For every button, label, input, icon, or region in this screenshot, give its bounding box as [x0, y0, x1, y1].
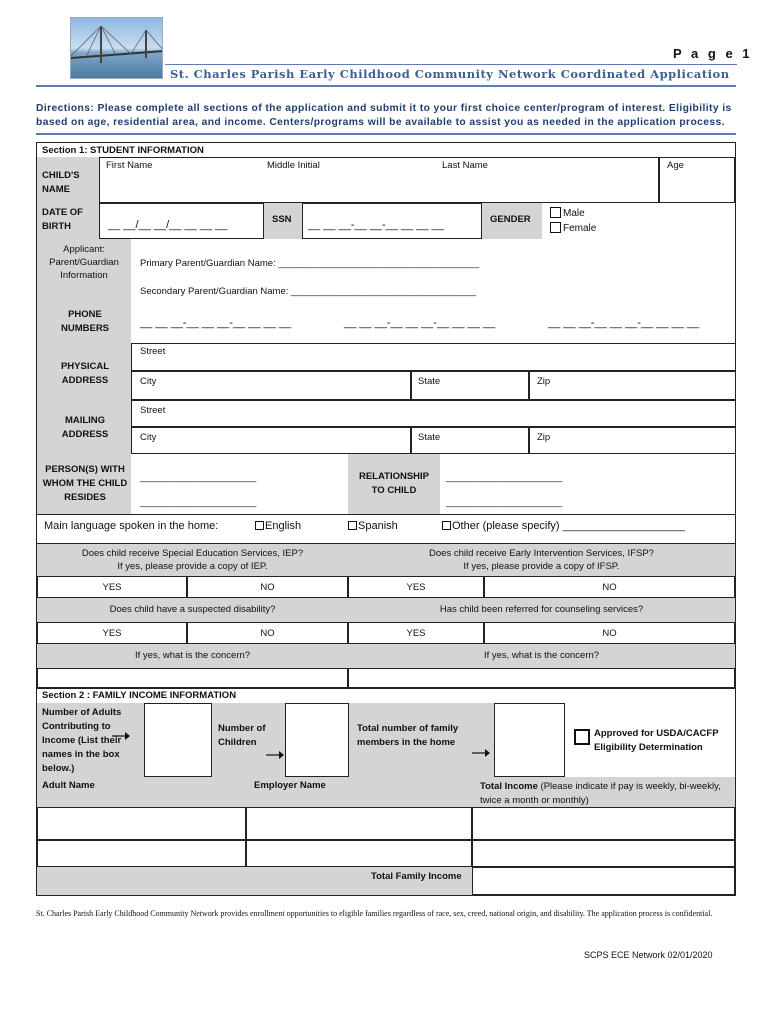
children-count-field[interactable]: [285, 703, 349, 777]
other-option[interactable]: [442, 520, 685, 532]
primary-guardian-field[interactable]: Primary Parent/Guardian Name: ______________________________________: [140, 258, 480, 269]
total-members-field[interactable]: [494, 703, 565, 777]
phone-field-1[interactable]: __ __ __-__ __ __-__ __ __ __: [140, 317, 292, 329]
ifsp-no[interactable]: NO: [484, 576, 735, 598]
mailing-address-label: MAILING ADDRESS: [61, 415, 109, 440]
mailing-zip-field[interactable]: [529, 427, 736, 454]
iep-question: [37, 547, 348, 573]
phone-label: PHONE NUMBERS: [60, 309, 110, 334]
header-rule: [36, 85, 736, 87]
other-checkbox[interactable]: [442, 521, 451, 530]
spanish-option[interactable]: [348, 520, 398, 532]
page-number: P a g e 1: [673, 46, 753, 61]
dob-label: DATE OF BIRTH: [42, 207, 83, 232]
adult-name-header: Adult Name: [42, 780, 95, 791]
physical-street-field[interactable]: [131, 343, 736, 371]
ifsp-question: [348, 547, 735, 573]
disability-question: Does child have a suspected disability?: [109, 604, 276, 615]
applicant-label: Applicant: Parent/Guardian Information: [49, 244, 119, 281]
female-checkbox[interactable]: [550, 222, 561, 233]
mailing-state-label: State: [418, 432, 441, 443]
total-income-label: Total Income: [480, 781, 538, 792]
secondary-guardian-field[interactable]: Secondary Parent/Guardian Name: ___________________________________: [140, 286, 476, 297]
total-income-note: (Please indicate if pay is weekly, bi-weekly, twice a month or monthly): [480, 781, 721, 806]
counseling-concern-field[interactable]: [348, 668, 735, 688]
english-checkbox[interactable]: [255, 521, 264, 530]
relationship-field-1[interactable]: ______________________: [446, 472, 563, 483]
bridge-logo: [70, 17, 163, 79]
age-label: Age: [667, 160, 684, 171]
spanish-checkbox[interactable]: [348, 521, 357, 530]
total-members-label: Total number of family members in the home: [357, 723, 459, 748]
first-name-label: First Name: [106, 160, 153, 171]
employer-field-2[interactable]: [246, 840, 472, 867]
phone-field-3[interactable]: __ __ __-__ __ __-__ __ __ __: [548, 317, 700, 329]
iep-yes[interactable]: YES: [37, 576, 187, 598]
children-label: Number of Children: [218, 723, 266, 748]
childs-name-label: CHILD'S NAME: [42, 170, 80, 195]
disability-no[interactable]: NO: [187, 622, 348, 644]
english-option[interactable]: [255, 520, 301, 532]
ssn-label: SSN: [272, 214, 292, 225]
section1-title: Section 1: STUDENT INFORMATION: [42, 145, 204, 156]
ifsp-yes[interactable]: YES: [348, 576, 484, 598]
ssn-blank: __ __ __-__ __-__ __ __ __: [308, 219, 444, 231]
language-label: Main language spoken in the home:: [44, 520, 219, 532]
male-checkbox[interactable]: [550, 207, 561, 218]
directions-rule: [36, 133, 736, 135]
usda-label: Approved for USDA/CACFP Eligibility Determination: [594, 728, 719, 753]
adult-name-field-1[interactable]: [37, 807, 246, 840]
counseling-question: Has child been referred for counseling services?: [439, 604, 644, 615]
physical-city-label: City: [140, 376, 157, 387]
header-rule-top: [165, 64, 737, 65]
physical-city-field[interactable]: [131, 371, 411, 400]
directions-text: Directions: Please complete all sections of the application and submit it to your first choice center/program of interest. Eligibility is based on age, residential area, and income. Centers/programs will be available to assist you as needed in the application process.: [36, 103, 732, 128]
counseling-yes[interactable]: YES: [348, 622, 484, 644]
physical-zip-label: Zip: [537, 376, 551, 387]
disability-concern-label: If yes, what is the concern?: [134, 650, 251, 661]
counseling-concern-label: If yes, what is the concern?: [483, 650, 600, 661]
ifsp-question-text: Does child receive Early Intervention Services, IFSP?: [429, 548, 654, 559]
total-income-header: [480, 780, 730, 808]
female-label: Female: [563, 223, 597, 234]
disability-concern-field[interactable]: [37, 668, 348, 688]
iep-sub-text: If yes, please provide a copy of IEP.: [117, 561, 268, 572]
employer-header: Employer Name: [254, 780, 326, 791]
male-label: Male: [563, 208, 585, 219]
person-field-2[interactable]: ______________________: [140, 497, 257, 508]
mailing-city-field[interactable]: [131, 427, 411, 454]
middle-initial-label: Middle Initial: [267, 160, 320, 171]
gender-label: GENDER: [490, 214, 531, 225]
disability-yes[interactable]: YES: [37, 622, 187, 644]
total-family-income-label: Total Family Income: [371, 871, 462, 882]
mailing-zip-label: Zip: [537, 432, 551, 443]
ifsp-sub-text: If yes, please provide a copy of IFSP.: [463, 561, 620, 572]
phone-field-2[interactable]: __ __ __-__ __ __-__ __ __ __: [344, 317, 496, 329]
physical-address-label: PHYSICAL ADDRESS: [60, 361, 110, 386]
income-field-1[interactable]: [472, 807, 735, 840]
gender-options: [550, 206, 596, 236]
counseling-no[interactable]: NO: [484, 622, 735, 644]
usda-checkbox[interactable]: [574, 729, 590, 745]
members-arrow-icon: [472, 744, 490, 762]
footer-version: SCPS ECE Network 02/01/2020: [584, 950, 713, 960]
section2-title: Section 2 : FAMILY INCOME INFORMATION: [42, 690, 237, 701]
person-field-1[interactable]: ______________________: [140, 472, 257, 483]
relationship-field-2[interactable]: ______________________: [446, 497, 563, 508]
adult-name-field-2[interactable]: [37, 840, 246, 867]
last-name-label: Last Name: [442, 160, 488, 171]
footnote: St. Charles Parish Early Childhood Community Network provides enrollment opportunities to eligible families regardless of race, sex, creed, national origin, and disability. The application process is confidential.: [36, 909, 713, 918]
income-field-2[interactable]: [472, 840, 735, 867]
form-title: St. Charles Parish Early Childhood Community Network Coordinated Application: [170, 67, 730, 81]
mailing-city-label: City: [140, 432, 157, 443]
adults-count-field[interactable]: [144, 703, 212, 777]
physical-zip-field[interactable]: [529, 371, 736, 400]
other-label: Other (please specify) ____________________: [452, 520, 686, 532]
iep-no[interactable]: NO: [187, 576, 348, 598]
relationship-label: RELATIONSHIP TO CHILD: [358, 471, 430, 496]
persons-label: PERSON(S) WITH WHOM THE CHILD RESIDES: [42, 464, 128, 503]
mailing-street-field[interactable]: [131, 400, 736, 427]
spanish-label: Spanish: [358, 520, 398, 532]
children-arrow-icon: [266, 746, 284, 764]
employer-field-1[interactable]: [246, 807, 472, 840]
physical-street-label: Street: [140, 346, 166, 357]
childs-name-field[interactable]: [99, 157, 659, 203]
english-label: English: [265, 520, 302, 532]
adults-arrow-icon: [112, 727, 130, 745]
adults-label: Number of Adults Contributing to Income (List their names in the box below.): [42, 707, 122, 774]
mailing-street-label: Street: [140, 405, 166, 416]
iep-question-text: Does child receive Special Education Services, IEP?: [81, 548, 304, 559]
physical-state-label: State: [418, 376, 441, 387]
total-family-income-field[interactable]: [472, 867, 735, 895]
dob-blank: __ __/__ __/__ __ __ __: [108, 219, 228, 231]
